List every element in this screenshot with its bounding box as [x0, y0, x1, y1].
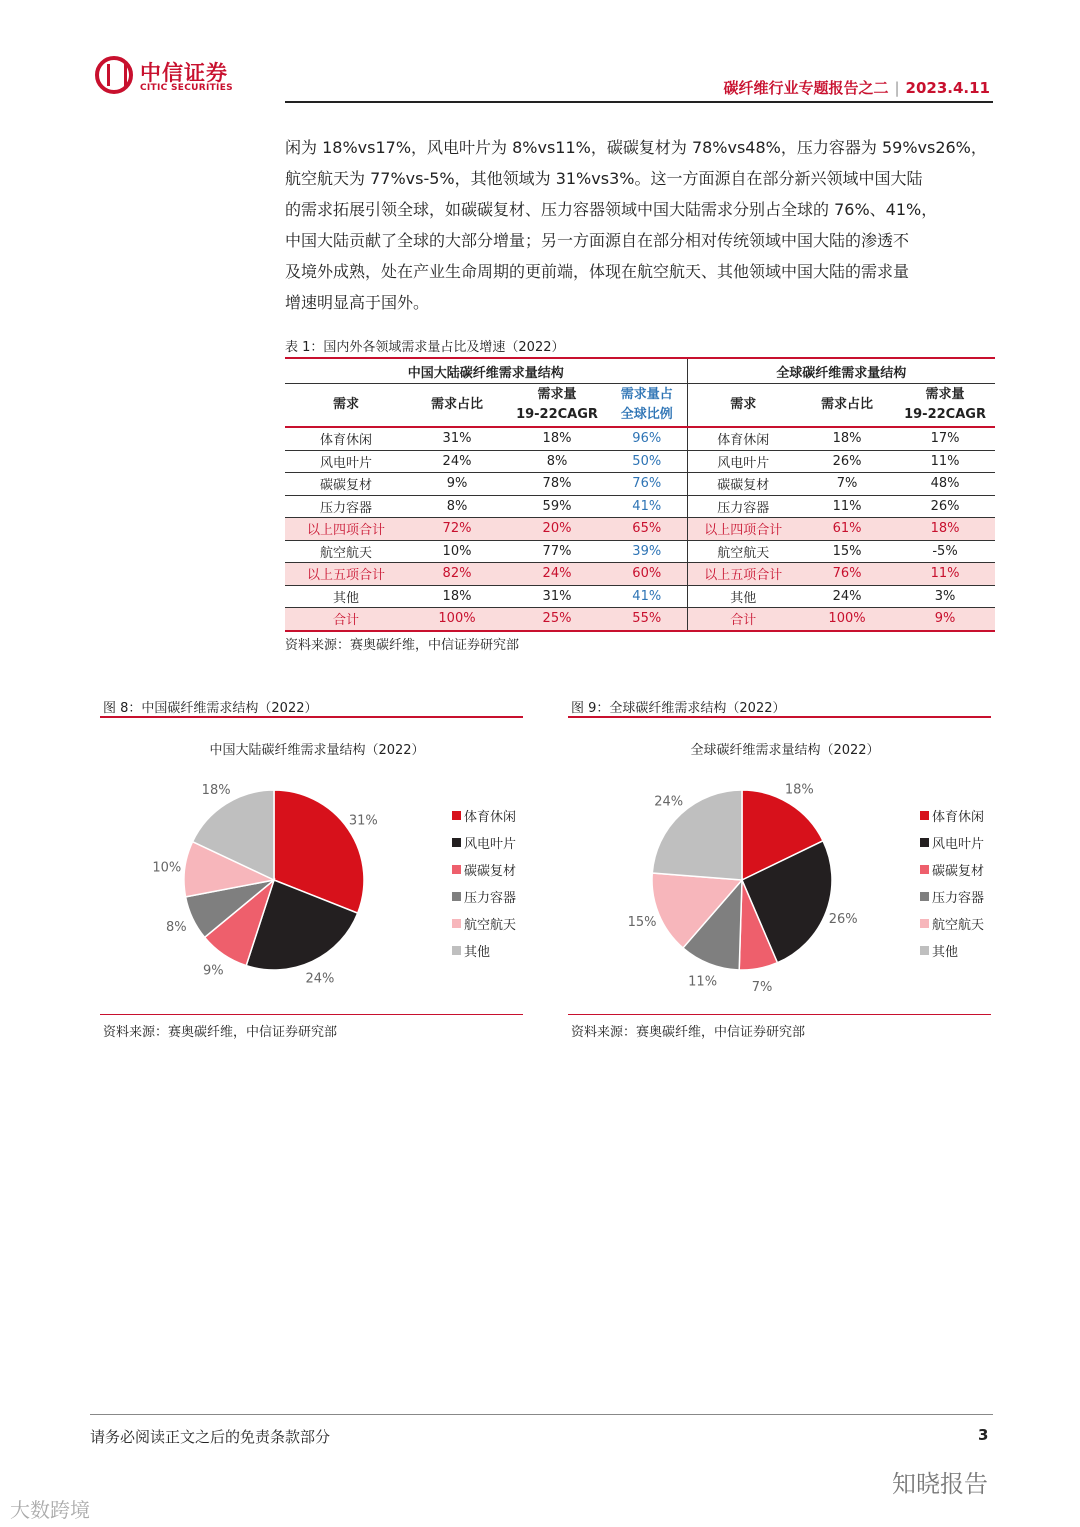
watermark-right: 知晓报告 [892, 1470, 988, 1498]
legend-item [920, 856, 984, 883]
pie-data-label: 18% [784, 782, 814, 798]
table-cell: 航空航天 [687, 540, 799, 563]
table-cell: 72% [407, 518, 507, 541]
table-cell: 10% [407, 540, 507, 563]
table-cell: 50% [607, 450, 687, 473]
pie-data-label: 8% [165, 919, 187, 935]
figure-8-source: 资料来源：赛奥碳纤维，中信证券研究部 [103, 1025, 338, 1040]
table-cell: 39% [607, 540, 687, 563]
table-cell: 碳碳复材 [687, 473, 799, 496]
header-cagr-global [895, 384, 995, 428]
table-cell: 77% [507, 540, 607, 563]
legend-label: 航空航天 [932, 918, 985, 933]
table-caption: 表 1：国内外各领域需求量占比及增速（2022） [285, 340, 565, 355]
header-global-ratio [607, 384, 687, 428]
watermark-left: 大数跨境 [10, 1498, 90, 1522]
pie-data-label: 11% [688, 974, 718, 990]
legend-item [920, 802, 984, 829]
table-cell: 合计 [687, 608, 799, 631]
pie-data-label: 7% [751, 980, 773, 996]
header-cagr-line1: 需求量 [925, 387, 965, 402]
table-cell: 100% [407, 608, 507, 631]
legend-item [920, 910, 984, 937]
legend-swatch [920, 892, 929, 901]
legend-item [452, 937, 516, 964]
legend-label: 压力容器 [464, 891, 517, 906]
table-cell: 体育休闲 [285, 427, 407, 450]
legend-label: 碳碳复材 [932, 864, 985, 879]
table-cell: 31% [407, 427, 507, 450]
table-row [285, 608, 995, 631]
figure-8-caption: 图 8：中国碳纤维需求结构（2022） [103, 701, 318, 716]
table-cell: 其他 [687, 585, 799, 608]
legend-label: 碳碳复材 [464, 864, 517, 879]
table-cell: 15% [799, 540, 895, 563]
header-share: 需求占比 [407, 384, 507, 428]
table-cell: 以上五项合计 [285, 563, 407, 586]
table-row [285, 540, 995, 563]
table-body [285, 427, 995, 631]
header-cagr-line2: 19-22CAGR [516, 407, 598, 422]
pie-data-label: 10% [152, 860, 182, 876]
table-cell: 31% [507, 585, 607, 608]
table-cell: 20% [507, 518, 607, 541]
logo-text-cn: 中信证券 [140, 61, 228, 85]
legend-item [452, 883, 516, 910]
table-cell: 以上四项合计 [285, 518, 407, 541]
table-cell: 26% [799, 450, 895, 473]
header-demand: 需求 [285, 384, 407, 428]
table-cell: 其他 [285, 585, 407, 608]
footer-divider [90, 1414, 993, 1415]
header-divider [285, 101, 993, 103]
table-cell: 82% [407, 563, 507, 586]
figure-9-bottom-rule [568, 1014, 991, 1015]
legend-item [452, 856, 516, 883]
pie-data-label: 9% [202, 963, 224, 979]
table-row [285, 473, 995, 496]
table-cell: 9% [407, 473, 507, 496]
table-row [285, 585, 995, 608]
pie-data-label: 26% [828, 911, 858, 927]
figure-9-top-rule [568, 716, 991, 718]
table-cell: 18% [799, 427, 895, 450]
table-cell: 合计 [285, 608, 407, 631]
pie-data-label: 31% [348, 813, 378, 829]
pie-data-label: 24% [654, 794, 684, 810]
table-cell: 航空航天 [285, 540, 407, 563]
table-cell: 18% [507, 427, 607, 450]
table-cell: 41% [607, 585, 687, 608]
legend-swatch [920, 838, 929, 847]
paragraph-line: 航空航天为 77%vs-5%，其他领域为 31%vs3%。这一方面源自在部分新兴领域中国大陆 [285, 169, 923, 188]
table-cell: 碳碳复材 [285, 473, 407, 496]
legend-swatch [452, 838, 461, 847]
table-cell: 17% [895, 427, 995, 450]
legend-label: 体育休闲 [464, 810, 517, 825]
table-cell: 55% [607, 608, 687, 631]
legend-label: 压力容器 [932, 891, 985, 906]
table-row [285, 518, 995, 541]
header-ratio-line1: 需求量占 [620, 387, 673, 402]
report-header [723, 77, 990, 98]
page-number: 3 [978, 1426, 989, 1444]
legend-label: 其他 [932, 945, 959, 960]
logo-text-en: CITIC SECURITIES [140, 83, 233, 93]
legend-swatch [920, 946, 929, 955]
chart-2-legend [920, 802, 984, 964]
table-cell: 8% [507, 450, 607, 473]
table-cell: 压力容器 [687, 495, 799, 518]
header-cagr-line1: 需求量 [537, 387, 577, 402]
table-cell: 11% [895, 450, 995, 473]
table-cell: 9% [895, 608, 995, 631]
paragraph-line: 闲为 18%vs17%，风电叶片为 8%vs11%，碳碳复材为 78%vs48%，压力容器为 59%vs26%， [285, 138, 987, 157]
table-cell: 96% [607, 427, 687, 450]
header-ratio-line2: 全球比例 [620, 407, 673, 422]
figure-9-caption: 图 9：全球碳纤维需求结构（2022） [571, 701, 786, 716]
table-cell: 18% [895, 518, 995, 541]
table-cell: 11% [799, 495, 895, 518]
legend-label: 体育休闲 [932, 810, 985, 825]
legend-item [452, 802, 516, 829]
table-row [285, 450, 995, 473]
table-cell: 3% [895, 585, 995, 608]
table-cell: 11% [895, 563, 995, 586]
table-cell: 60% [607, 563, 687, 586]
table-cell: 76% [607, 473, 687, 496]
table-cell: 24% [507, 563, 607, 586]
table-cell: 65% [607, 518, 687, 541]
table-cell: 26% [895, 495, 995, 518]
table-cell: 59% [507, 495, 607, 518]
table-cell: 压力容器 [285, 495, 407, 518]
table-cell: 76% [799, 563, 895, 586]
figure-9-source: 资料来源：赛奥碳纤维，中信证券研究部 [571, 1025, 806, 1040]
pie-data-label: 15% [627, 914, 657, 930]
table-cell: 18% [407, 585, 507, 608]
paragraph-line: 及境外成熟，处在产业生命周期的更前端，体现在航空航天、其他领域中国大陆的需求量 [285, 262, 910, 281]
legend-item [920, 829, 984, 856]
legend-swatch [452, 865, 461, 874]
citic-logo-icon [95, 56, 133, 94]
header-cagr [507, 384, 607, 428]
legend-item [920, 937, 984, 964]
legend-swatch [452, 811, 461, 820]
legend-swatch [452, 892, 461, 901]
table-cell: 以上五项合计 [687, 563, 799, 586]
body-paragraph [285, 132, 995, 318]
paragraph-line: 增速明显高于国外。 [285, 293, 430, 312]
table-row [285, 495, 995, 518]
legend-label: 航空航天 [464, 918, 517, 933]
table-cell: 7% [799, 473, 895, 496]
table-cell: 以上四项合计 [687, 518, 799, 541]
legend-item [452, 829, 516, 856]
table-cell: 风电叶片 [285, 450, 407, 473]
footer-disclaimer: 请务必阅读正文之后的免责条款部分 [90, 1428, 331, 1446]
legend-swatch [920, 811, 929, 820]
table-cell: 100% [799, 608, 895, 631]
legend-swatch [920, 865, 929, 874]
pie-data-label: 18% [201, 782, 231, 798]
header-demand-global: 需求 [687, 384, 799, 428]
legend-item [920, 883, 984, 910]
legend-swatch [452, 919, 461, 928]
legend-swatch [452, 946, 461, 955]
chart-2-title: 全球碳纤维需求量结构（2022） [690, 743, 880, 758]
table-cell: 41% [607, 495, 687, 518]
table-cell: 48% [895, 473, 995, 496]
chart-1-legend [452, 802, 516, 964]
table-group-global: 全球碳纤维需求量结构 [687, 358, 995, 384]
table-cell: 61% [799, 518, 895, 541]
paragraph-line: 的需求拓展引领全球，如碳碳复材、压力容器领域中国大陆需求分别占全球的 76%、41%， [285, 200, 938, 219]
table-cell: -5% [895, 540, 995, 563]
table-row [285, 563, 995, 586]
table-group-china: 中国大陆碳纤维需求量结构 [285, 358, 687, 384]
legend-swatch [920, 919, 929, 928]
table-cell: 78% [507, 473, 607, 496]
report-title: 碳纤维行业专题报告之二 [723, 79, 889, 97]
demand-table [285, 357, 995, 632]
pie-data-label: 24% [305, 971, 335, 987]
header-cagr-line2: 19-22CAGR [904, 407, 986, 422]
table-source: 资料来源：赛奥碳纤维，中信证券研究部 [285, 638, 520, 653]
table-cell: 风电叶片 [687, 450, 799, 473]
legend-label: 风电叶片 [932, 837, 985, 852]
report-date: 2023.4.11 [905, 79, 990, 97]
legend-item [452, 910, 516, 937]
global-demand-pie-chart [568, 760, 888, 1000]
table-cell: 8% [407, 495, 507, 518]
table-row [285, 427, 995, 450]
header-separator: | [894, 79, 900, 97]
paragraph-line: 中国大陆贡献了全球的大部分增量；另一方面源自在部分相对传统领域中国大陆的渗透不 [285, 231, 910, 250]
figure-8-top-rule [100, 716, 523, 718]
legend-label: 风电叶片 [464, 837, 517, 852]
table-cell: 24% [407, 450, 507, 473]
chart-1-title: 中国大陆碳纤维需求量结构（2022） [209, 743, 425, 758]
table-cell: 24% [799, 585, 895, 608]
china-demand-pie-chart [100, 760, 420, 1000]
table-cell: 体育休闲 [687, 427, 799, 450]
figure-8-bottom-rule [100, 1014, 523, 1015]
table-cell: 25% [507, 608, 607, 631]
header-share-global: 需求占比 [799, 384, 895, 428]
legend-label: 其他 [464, 945, 491, 960]
